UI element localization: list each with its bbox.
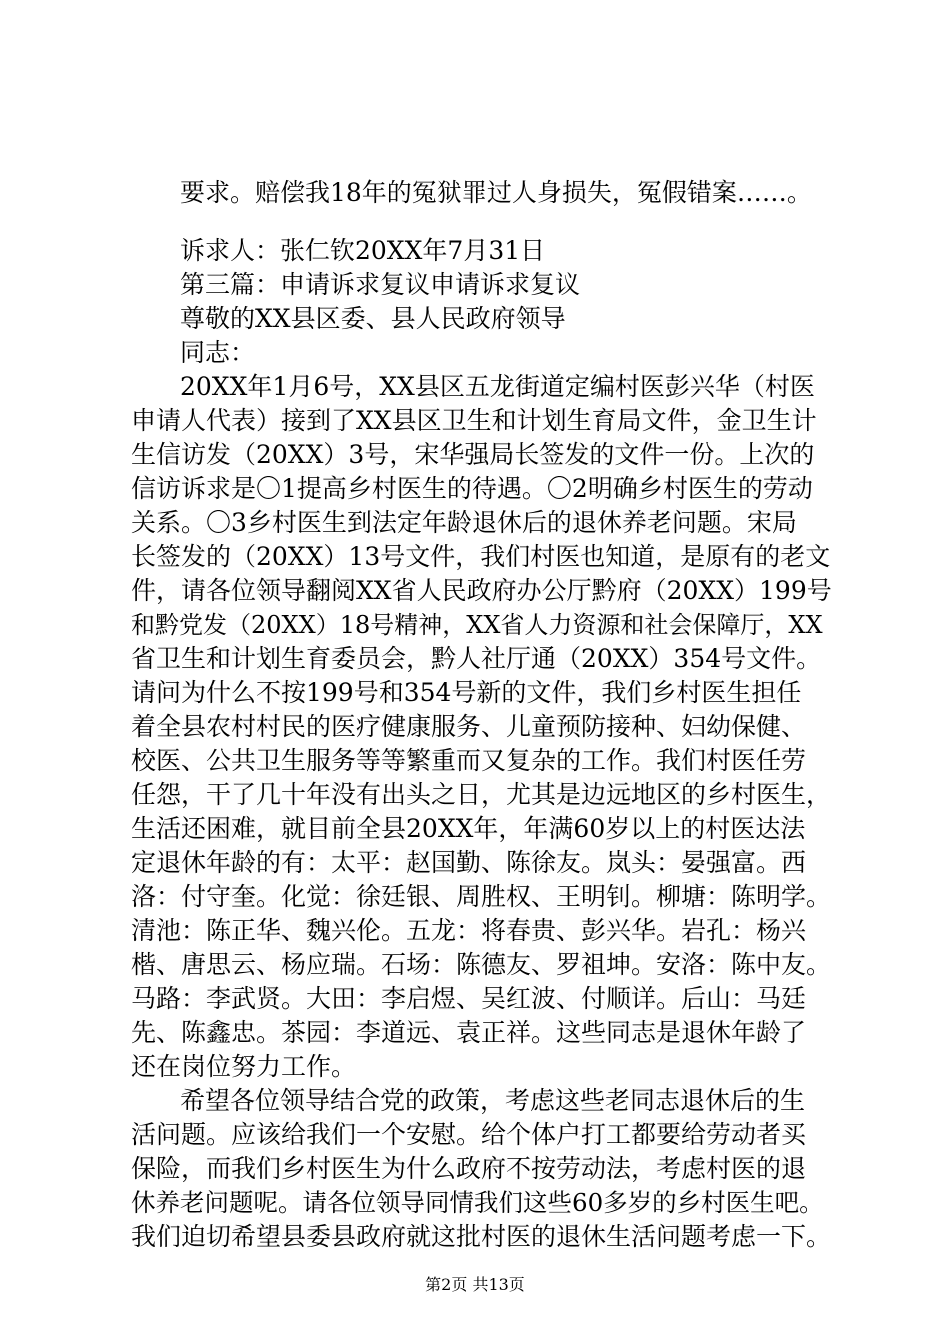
body-line: 马路：李武贤。大田：李启煜、吴红波、付顺详。后山：马廷 <box>131 984 807 1013</box>
body-line: 活问题。应该给我们一个安慰。给个体户打工都要给劳动者买 <box>131 1120 807 1149</box>
body-line: 清池：陈正华、魏兴伦。五龙：将春贵、彭兴华。岩孔：杨兴 <box>131 916 807 945</box>
body-line: 请问为什么不按199号和354号新的文件，我们乡村医生担任 <box>131 678 802 707</box>
salutation-line-1: 尊敬的XX县区委、县人民政府领导 <box>180 304 566 333</box>
intro-line: 要求。赔偿我18年的冤狱罪过人身损失，冤假错案……。 <box>180 178 812 207</box>
section-heading: 第三篇：申请诉求复议申请诉求复议 <box>180 270 581 299</box>
signature-line: 诉求人：张仁钦20XX年7月31日 <box>180 236 546 265</box>
body-line: 楷、唐思云、杨应瑞。石场：陈德友、罗祖坤。安洛：陈中友。 <box>131 950 832 979</box>
body-line: 申请人代表）接到了XX县区卫生和计划生育局文件，金卫生计 <box>131 406 817 435</box>
page-number-footer: 第2页 共13页 <box>425 1275 525 1294</box>
body-line: 保险，而我们乡村医生为什么政府不按劳动法，考虑村医的退 <box>131 1154 807 1183</box>
body-line: 关系。〇3乡村医生到法定年龄退休后的退休养老问题。宋局 <box>131 508 797 537</box>
body-line: 还在岗位努力工作。 <box>131 1052 357 1081</box>
body-line: 信访诉求是〇1提高乡村医生的待遇。〇2明确乡村医生的劳动 <box>131 474 813 503</box>
body-line: 休养老问题呢。请各位领导同情我们这些60多岁的乡村医生吧。 <box>131 1188 824 1217</box>
body-line: 我们迫切希望县委县政府就这批村医的退休生活问题考虑一下。 <box>131 1222 832 1251</box>
body-line: 长签发的（20XX）13号文件，我们村医也知道，是原有的老文 <box>131 542 831 571</box>
body-line: 洛：付守奎。化觉：徐廷银、周胜权、王明钊。柳塘：陈明学。 <box>131 882 832 911</box>
body-line: 生活还困难，就目前全县20XX年，年满60岁以上的村医达法 <box>131 814 806 843</box>
body-line: 件，请各位领导翻阅XX省人民政府办公厅黔府（20XX）199号 <box>131 576 832 605</box>
body-line: 希望各位领导结合党的政策，考虑这些老同志退休后的生 <box>180 1086 806 1115</box>
body-line: 先、陈鑫忠。茶园：李道远、袁正祥。这些同志是退休年龄了 <box>131 1018 807 1047</box>
body-line: 校医、公共卫生服务等等繁重而又复杂的工作。我们村医任劳 <box>131 746 807 775</box>
body-line: 定退休年龄的有：太平：赵国勤、陈徐友。岚头：晏强富。西 <box>131 848 807 877</box>
body-line: 和黔党发（20XX）18号精神，XX省人力资源和社会保障厅，XX <box>131 611 823 639</box>
salutation-line-2: 同志： <box>180 338 256 367</box>
body-line: 省卫生和计划生育委员会，黔人社厅通（20XX）354号文件。 <box>131 644 822 673</box>
body-line: 着全县农村村民的医疗健康服务、儿童预防接种、妇幼保健、 <box>131 712 807 741</box>
body-line: 任怨，干了几十年没有出头之日，尤其是边远地区的乡村医生， <box>131 780 832 809</box>
body-line: 生信访发（20XX）3号，宋华强局长签发的文件一份。上次的 <box>131 440 815 469</box>
body-line: 20XX年1月6号，XX县区五龙街道定编村医彭兴华（村医 <box>180 372 815 401</box>
